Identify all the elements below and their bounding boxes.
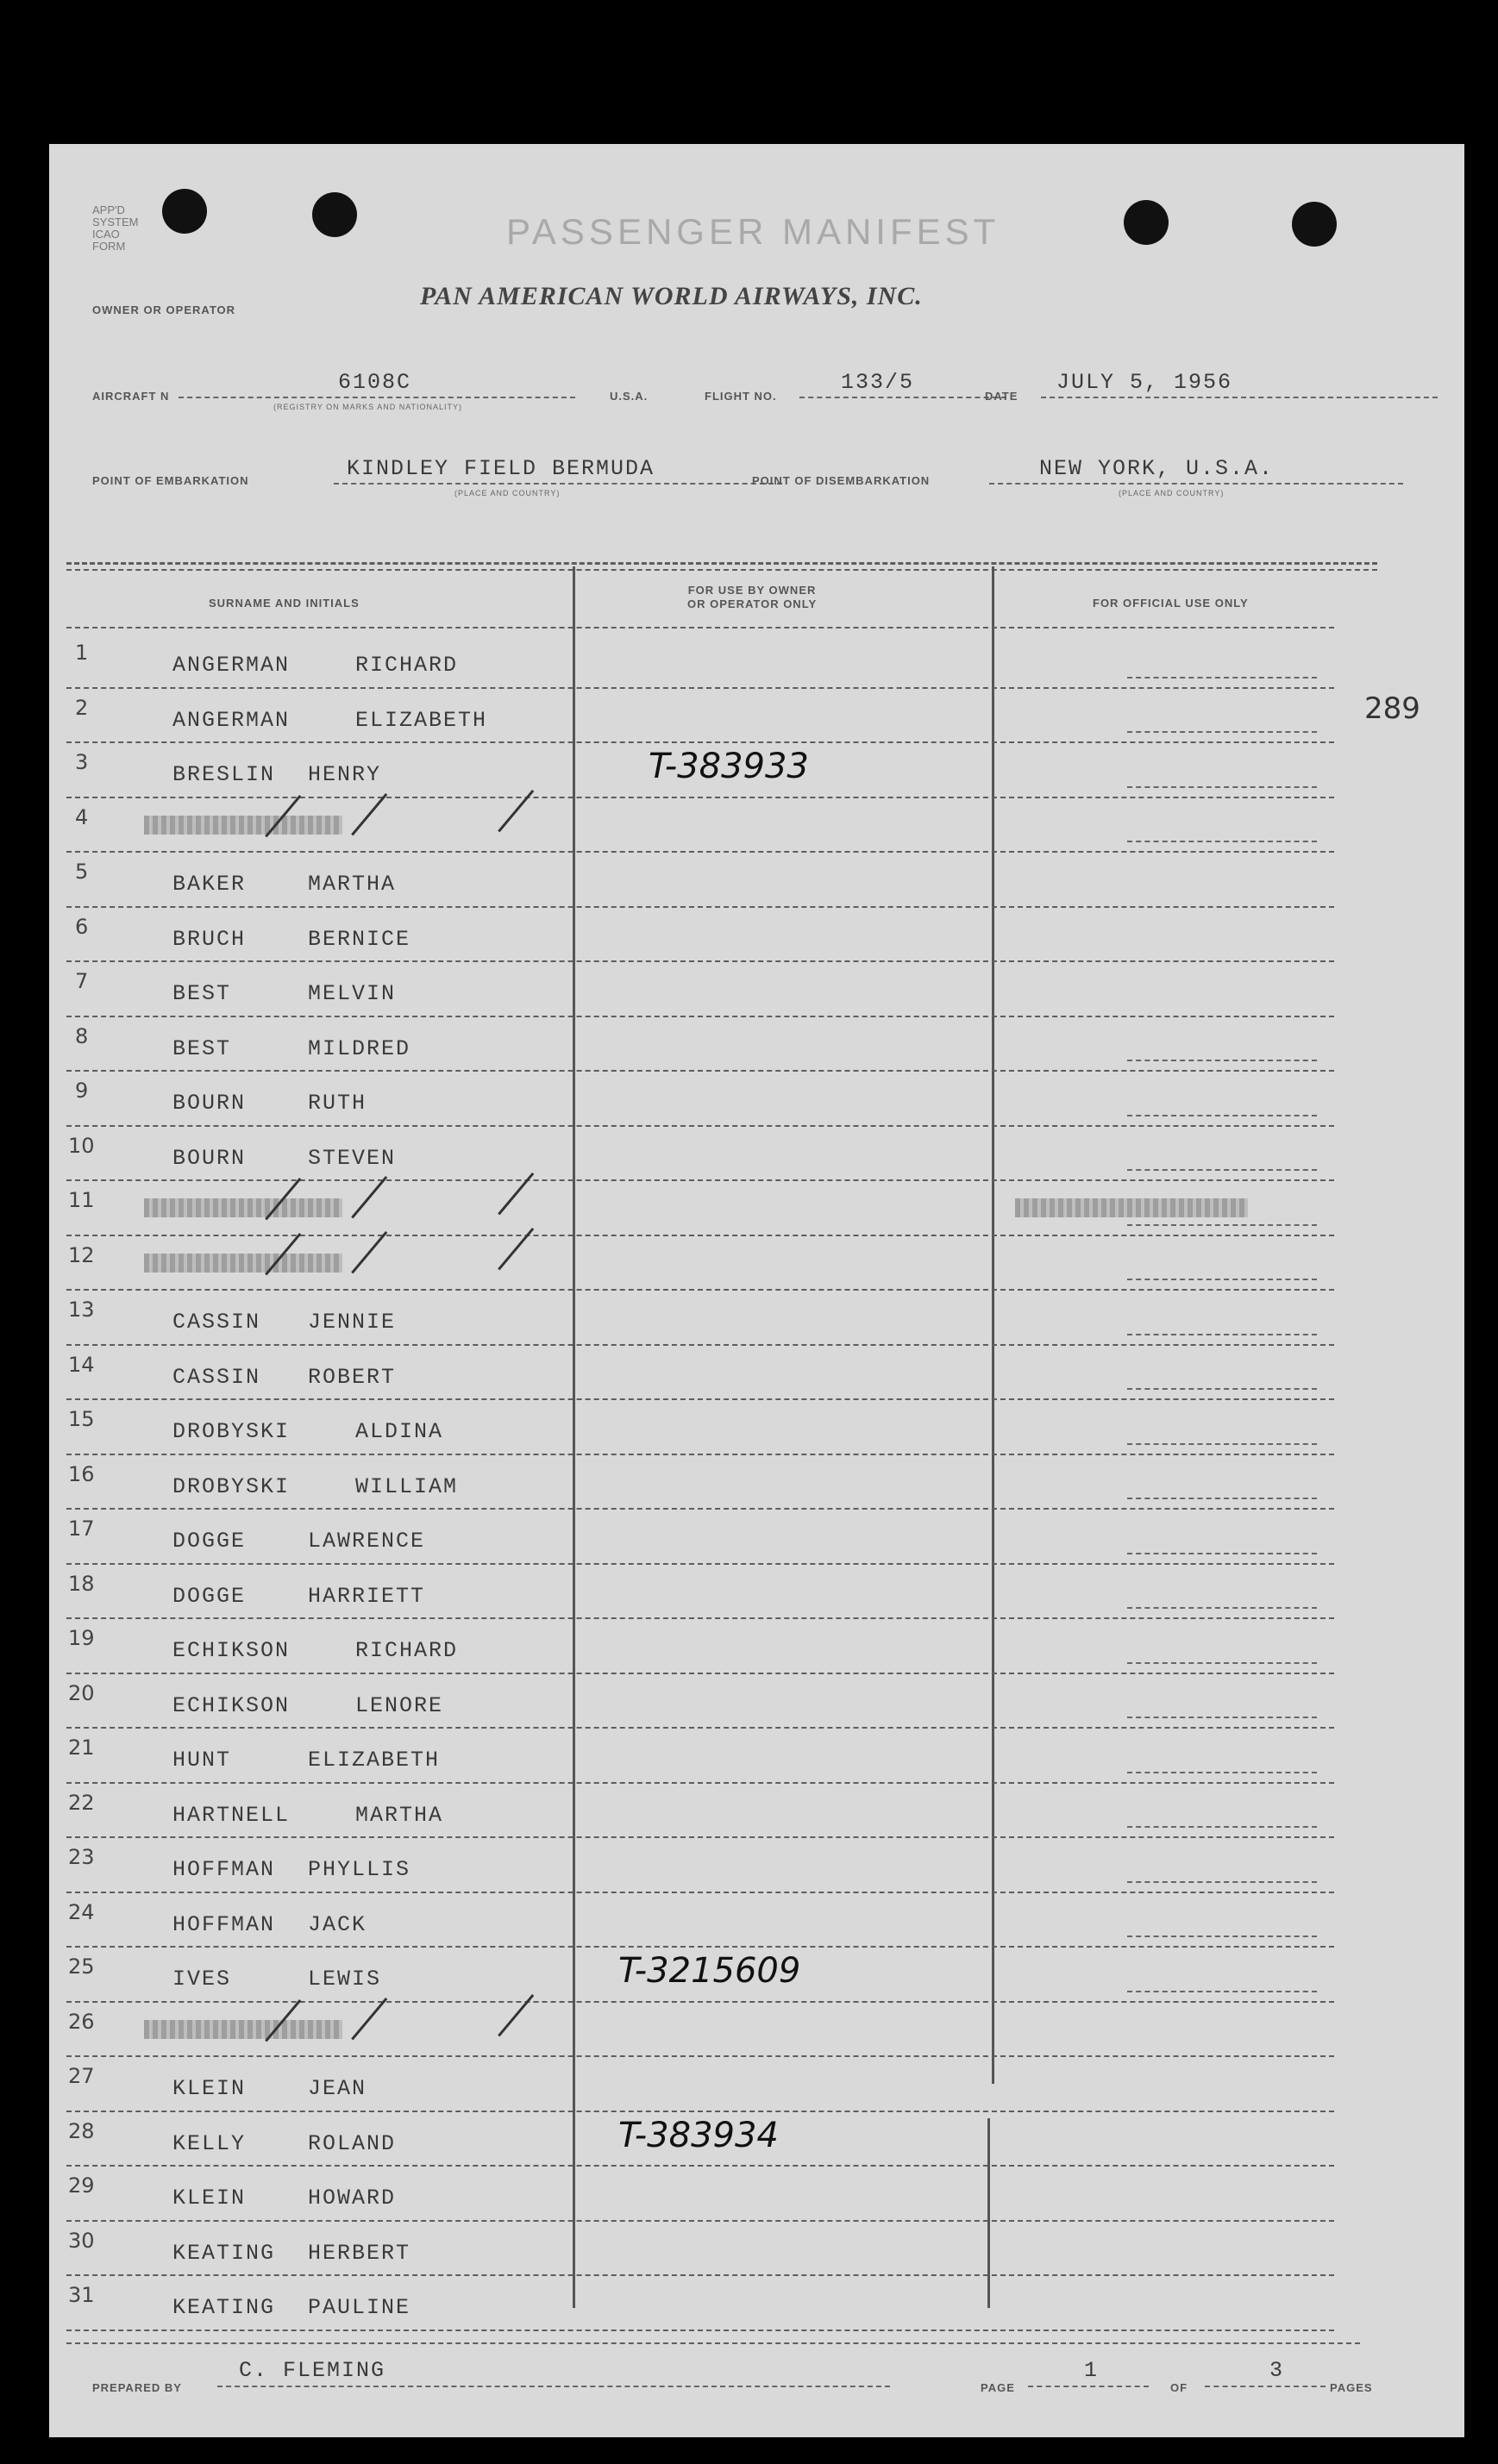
- official-use-line: [1127, 1772, 1317, 1773]
- passenger-given-name: HERBERT: [308, 2240, 411, 2266]
- passenger-given-name: RICHARD: [355, 1638, 459, 1663]
- table-row: [49, 1948, 1429, 2003]
- aircraft-value: 6108C: [338, 370, 412, 395]
- passenger-surname: HOFFMAN: [172, 1911, 276, 1937]
- passenger-given-name: LAWRENCE: [308, 1529, 426, 1554]
- redaction-smudge: [144, 1198, 342, 1217]
- official-use-line: [1127, 1553, 1317, 1554]
- row-number: 19: [68, 1626, 95, 1650]
- passenger-surname: ECHIKSON: [172, 1692, 291, 1718]
- row-number: 3: [75, 750, 89, 774]
- prepared-label: PREPARED BY: [92, 2381, 182, 2394]
- passenger-given-name: MILDRED: [308, 1035, 411, 1061]
- passenger-given-name: ELIZABETH: [355, 707, 488, 733]
- table-row: [49, 1838, 1429, 1893]
- official-use-line: [1127, 1388, 1317, 1390]
- table-row: [49, 2222, 1429, 2277]
- table-row: [49, 1455, 1429, 1510]
- flight-line: [799, 397, 1006, 398]
- passenger-surname: BAKER: [172, 872, 247, 897]
- row-number: 28: [68, 2118, 95, 2143]
- table-row: [49, 1017, 1429, 1073]
- official-use-line: [1127, 1279, 1317, 1280]
- form-code-line: APP'D: [92, 203, 125, 216]
- date-line: [1041, 397, 1438, 398]
- row-number: 9: [75, 1079, 89, 1103]
- disembarkation-value: NEW YORK, U.S.A.: [1039, 456, 1275, 481]
- ticket-number: T-3215609: [618, 1951, 801, 1991]
- passenger-surname: CASSIN: [172, 1310, 261, 1335]
- table-row: [49, 853, 1429, 908]
- form-code-line: ICAO: [92, 228, 120, 241]
- row-number: 10: [68, 1133, 95, 1158]
- table-row: [49, 2167, 1429, 2222]
- form-code-line: SYSTEM: [92, 216, 139, 228]
- passenger-surname: BRESLIN: [172, 762, 276, 787]
- row-number: 31: [68, 2283, 95, 2307]
- official-use-line: [1127, 841, 1317, 842]
- table-row: [49, 908, 1429, 963]
- table-row: [49, 1236, 1429, 1291]
- passenger-surname: DOGGE: [172, 1583, 247, 1609]
- row-number: 6: [75, 914, 89, 939]
- footer-rule: [66, 2342, 1360, 2344]
- row-number: 17: [68, 1517, 95, 1541]
- row-number: 11: [68, 1188, 95, 1212]
- row-number: 13: [68, 1298, 95, 1322]
- punch-hole: [1124, 200, 1169, 245]
- official-use-line: [1127, 1717, 1317, 1718]
- row-number: 27: [68, 2064, 95, 2088]
- passenger-given-name: PHYLLIS: [308, 1857, 411, 1882]
- passenger-surname: BOURN: [172, 1091, 247, 1116]
- table-row: [49, 1510, 1429, 1565]
- aircraft-label: AIRCRAFT N: [92, 390, 170, 403]
- table-row: [49, 2057, 1429, 2112]
- embarkation-caption: (PLACE AND COUNTRY): [454, 489, 561, 497]
- official-use-line: [1127, 677, 1317, 679]
- row-number: 8: [75, 1023, 89, 1048]
- row-number: 2: [75, 695, 89, 720]
- passenger-surname: BOURN: [172, 1145, 247, 1171]
- row-number: 15: [68, 1407, 95, 1431]
- row-number: 20: [68, 1680, 95, 1705]
- table-row: [49, 1400, 1429, 1455]
- passenger-given-name: LEWIS: [308, 1967, 382, 1992]
- page-line: [1028, 2386, 1149, 2387]
- punch-hole: [1292, 202, 1337, 247]
- passenger-given-name: HENRY: [308, 762, 382, 787]
- table-row: [49, 2112, 1429, 2167]
- table-top-rule: [66, 562, 1377, 565]
- table-row: [49, 1346, 1429, 1401]
- table-row: [49, 689, 1429, 744]
- row-number: 25: [68, 1954, 95, 1979]
- passenger-given-name: ROBERT: [308, 1364, 397, 1390]
- row-number: 24: [68, 1899, 95, 1924]
- table-row: [49, 634, 1429, 689]
- passenger-surname: KELLY: [172, 2130, 247, 2156]
- official-use-line: [1127, 1224, 1317, 1226]
- passenger-given-name: JACK: [308, 1911, 367, 1937]
- disembarkation-label: POINT OF DISEMBARKATION: [752, 474, 931, 487]
- date-value: JULY 5, 1956: [1056, 370, 1233, 395]
- passenger-surname: DROBYSKI: [172, 1419, 291, 1444]
- usa-label: U.S.A.: [610, 390, 649, 403]
- row-number: 5: [75, 860, 89, 884]
- registration-caption: (REGISTRY ON MARKS AND NATIONALITY): [273, 403, 463, 411]
- header-rule: [66, 627, 1334, 629]
- official-use-line: [1127, 731, 1317, 733]
- embarkation-value: KINDLEY FIELD BERMUDA: [347, 456, 655, 481]
- table-row: [49, 2276, 1429, 2331]
- table-row: [49, 962, 1429, 1017]
- official-use-line: [1127, 1443, 1317, 1445]
- col-header-operator-line2: OR OPERATOR ONLY: [687, 597, 818, 610]
- row-number: 21: [68, 1735, 95, 1760]
- redaction-smudge: [144, 2020, 342, 2039]
- strike-mark: [351, 1998, 387, 2040]
- redaction-smudge: [144, 816, 342, 835]
- passenger-surname: ANGERMAN: [172, 707, 291, 733]
- passenger-surname: KEATING: [172, 2295, 276, 2320]
- margin-number: 289: [1364, 691, 1420, 726]
- passenger-surname: KEATING: [172, 2240, 276, 2266]
- row-number: 18: [68, 1571, 95, 1596]
- flight-label: FLIGHT NO.: [705, 390, 777, 403]
- of-label: OF: [1170, 2381, 1188, 2394]
- official-use-line: [1127, 1334, 1317, 1335]
- passenger-given-name: ELIZABETH: [308, 1748, 441, 1773]
- manifest-sheet: [49, 144, 1464, 2437]
- passenger-given-name: STEVEN: [308, 1145, 397, 1171]
- page-label: PAGE: [981, 2381, 1015, 2394]
- row-rule: [66, 2330, 1334, 2331]
- passenger-given-name: LENORE: [355, 1692, 444, 1718]
- passenger-given-name: MARTHA: [308, 872, 397, 897]
- of-value: 3: [1269, 2358, 1285, 2383]
- ticket-number: T-383933: [649, 747, 809, 786]
- col-header-operator: [687, 584, 817, 611]
- official-use-line: [1127, 1060, 1317, 1061]
- strike-mark: [351, 1176, 387, 1218]
- official-use-line: [1127, 1936, 1317, 1937]
- row-number: 30: [68, 2228, 95, 2253]
- prepared-value: C. FLEMING: [239, 2358, 386, 2383]
- col-header-official: FOR OFFICIAL USE ONLY: [1093, 597, 1249, 610]
- passenger-surname: ANGERMAN: [172, 653, 291, 678]
- official-use-line: [1127, 1607, 1317, 1609]
- of-line: [1205, 2386, 1326, 2387]
- passenger-given-name: MELVIN: [308, 981, 397, 1006]
- redaction-smudge: [1015, 1198, 1248, 1217]
- passenger-given-name: WILLIAM: [355, 1473, 459, 1499]
- table-row: [49, 1674, 1429, 1729]
- punch-hole: [162, 189, 207, 234]
- disembarkation-line: [989, 483, 1403, 485]
- official-use-line: [1127, 1662, 1317, 1664]
- page-value: 1: [1084, 2358, 1100, 2383]
- passenger-surname: ECHIKSON: [172, 1638, 291, 1663]
- passenger-given-name: BERNICE: [308, 926, 411, 952]
- prepared-line: [217, 2386, 890, 2387]
- passenger-surname: BRUCH: [172, 926, 247, 952]
- row-number: 26: [68, 2009, 95, 2034]
- redaction-smudge: [144, 1254, 342, 1273]
- table-row: [49, 1291, 1429, 1346]
- col-header-operator-line1: FOR USE BY OWNER: [687, 584, 817, 597]
- table-row: [49, 1893, 1429, 1948]
- official-use-line: [1127, 1991, 1317, 1992]
- official-use-line: [1127, 1826, 1317, 1828]
- row-number: 16: [68, 1461, 95, 1486]
- passenger-surname: KLEIN: [172, 2186, 247, 2211]
- table-row: [49, 1127, 1429, 1182]
- embarkation-label: POINT OF EMBARKATION: [92, 474, 249, 487]
- strike-mark: [351, 793, 387, 835]
- passenger-surname: BEST: [172, 1035, 232, 1061]
- passenger-given-name: PAULINE: [308, 2295, 411, 2320]
- row-number: 23: [68, 1845, 95, 1869]
- passenger-surname: DOGGE: [172, 1529, 247, 1554]
- punch-hole: [312, 192, 357, 237]
- passenger-surname: HOFFMAN: [172, 1857, 276, 1882]
- official-use-line: [1127, 1881, 1317, 1883]
- table-row: [49, 2003, 1429, 2058]
- ticket-number: T-383934: [618, 2115, 779, 2155]
- col-header-surname: SURNAME AND INITIALS: [209, 597, 360, 610]
- row-number: 22: [68, 1790, 95, 1815]
- date-label: DATE: [985, 390, 1019, 403]
- official-use-line: [1127, 786, 1317, 788]
- form-code-line: FORM: [92, 240, 126, 253]
- passenger-surname: KLEIN: [172, 2076, 247, 2101]
- passenger-surname: HARTNELL: [172, 1802, 291, 1828]
- passenger-given-name: ROLAND: [308, 2130, 397, 2156]
- passenger-given-name: HARRIETT: [308, 1583, 426, 1609]
- aircraft-line: [179, 397, 575, 398]
- table-row: [49, 1619, 1429, 1674]
- passenger-surname: CASSIN: [172, 1364, 261, 1390]
- table-row: [49, 743, 1429, 798]
- passenger-surname: BEST: [172, 981, 232, 1006]
- passenger-given-name: RICHARD: [355, 653, 459, 678]
- passenger-given-name: RUTH: [308, 1091, 367, 1116]
- flight-value: 133/5: [841, 370, 915, 395]
- official-use-line: [1127, 1169, 1317, 1171]
- form-code: [92, 204, 138, 253]
- row-number: 7: [75, 969, 89, 993]
- row-number: 4: [75, 804, 89, 829]
- table-row: [49, 1784, 1429, 1839]
- table-row: [49, 1565, 1429, 1620]
- official-use-line: [1127, 1115, 1317, 1116]
- row-number: 1: [75, 641, 89, 665]
- disembarkation-caption: (PLACE AND COUNTRY): [1119, 489, 1225, 497]
- passenger-surname: IVES: [172, 1967, 232, 1992]
- row-number: 14: [68, 1352, 95, 1377]
- official-use-line: [1127, 1498, 1317, 1499]
- row-number: 12: [68, 1242, 95, 1267]
- table-row: [49, 798, 1429, 854]
- strike-mark: [351, 1231, 387, 1273]
- table-top-rule: [66, 569, 1377, 571]
- pages-label: PAGES: [1330, 2381, 1373, 2394]
- page-title: PASSENGER MANIFEST: [506, 211, 1000, 252]
- owner-label: OWNER OR OPERATOR: [92, 303, 236, 316]
- passenger-given-name: JENNIE: [308, 1310, 397, 1335]
- passenger-given-name: MARTHA: [355, 1802, 444, 1828]
- passenger-surname: DROBYSKI: [172, 1473, 291, 1499]
- passenger-given-name: HOWARD: [308, 2186, 397, 2211]
- table-row: [49, 1729, 1429, 1784]
- row-number: 29: [68, 2173, 95, 2198]
- passenger-given-name: ALDINA: [355, 1419, 444, 1444]
- table-row: [49, 1072, 1429, 1127]
- table-row: [49, 1181, 1429, 1236]
- passenger-surname: HUNT: [172, 1748, 232, 1773]
- embarkation-line: [334, 483, 782, 485]
- owner-value: PAN AMERICAN WORLD AIRWAYS, INC.: [420, 282, 923, 310]
- passenger-given-name: JEAN: [308, 2076, 367, 2101]
